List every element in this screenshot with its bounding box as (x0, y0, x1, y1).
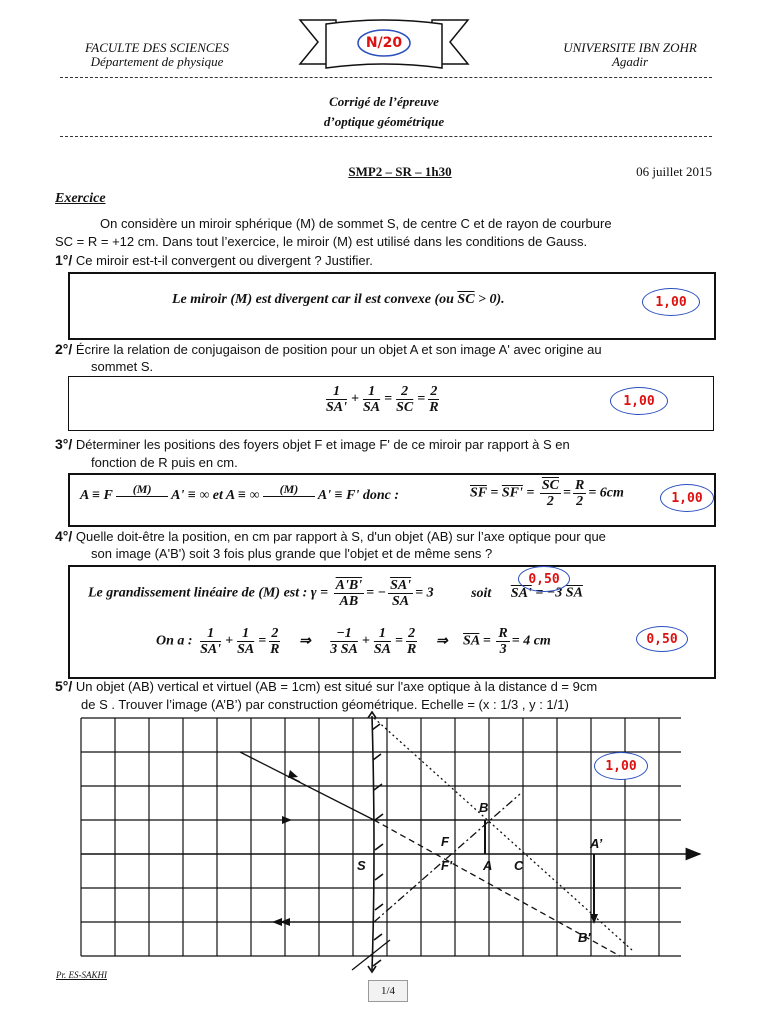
grade-label: N/20 (365, 35, 403, 51)
score-q3: 1,00 (660, 484, 714, 512)
title-line-2: d’optique géométrique (323, 114, 445, 129)
answer-4-line-2: On a : $\frac{1}{SA'}$ + $\frac{1}{SA}$ = $\frac{2}{R}$ ⇒ $\frac{-1}{3 SA}$ + $\frac{1}{SA}$ = $\frac{2}{R}$ ⇒ $\overline{SA}$ = $\frac{R}{3}$ = 4 cm (156, 626, 551, 657)
question-5-cont: de S . Trouver l’image (A’B’) par construction géométrique. Echelle = (x : 1/3 , y : 1/1) (81, 697, 569, 712)
question-number: 4°/ (55, 528, 73, 544)
question-number: 1°/ (55, 252, 73, 268)
question-text: Quelle doit-être la position, en cm par rapport à S, d'un objet (AB) sur l’axe optique pour que (75, 529, 606, 544)
answer-1: Le miroir (M) est divergent car il est convexe (ou $\overline{SC} > 0$). (172, 292, 505, 307)
score-q4a: 0,50 (518, 566, 570, 592)
score-q1: 1,00 (642, 288, 700, 316)
question-number: 2°/ (55, 341, 73, 357)
intro-line-2: SC = R = +12 cm. Dans tout l’exercice, le miroir (M) est utilisé dans les conditions de Gauss. (55, 234, 588, 249)
answer-3-result: $\overline{SF} = SF'$ = $\frac{\overline{SC}}{2}$ = $\frac{R}{2}$ = 6cm (470, 478, 624, 509)
exam-date: 06 juillet 2015 (636, 164, 712, 179)
university-name: UNIVERSITE IBN ZOHR (563, 40, 697, 55)
convex-mirror (368, 712, 383, 972)
question-text: Ce miroir est-t-il convergent ou divergent ? Justifier. (75, 253, 373, 268)
page-number: 1/4 (368, 980, 408, 1002)
faculty-name: FACULTE DES SCIENCES (85, 40, 229, 55)
label-S: S (357, 858, 366, 873)
label-A: A (483, 858, 493, 873)
label-B-prime: B' (578, 930, 591, 945)
answer-4-line-1: Le grandissement linéaire de (M) est : γ = $\frac{A'B'}{AB}$ = − $\frac{SA'}{SA}$ = 3 soit SA' = −3 $\overline{SA}$ (88, 578, 583, 609)
label-A-prime: A’ (590, 836, 603, 851)
question-number: 3°/ (55, 436, 73, 452)
question-number: 5°/ (55, 678, 73, 694)
label-F-prime: F' (441, 858, 453, 873)
title-line-1: Corrigé de l’épreuve (329, 94, 439, 109)
intro-line-1: On considère un miroir sphérique (M) de sommet S, de centre C et de rayon de courbure (100, 216, 612, 231)
question-4-cont: son image (A'B') soit 3 fois plus grande que l'objet et de même sens ? (91, 546, 493, 561)
answer-3: A ≡ F (M) A' ≡ ∞ et A ≡ ∞ (M) A' ≡ F' donc : (80, 482, 400, 503)
author-signature: Pr. ES-SAKHI (56, 970, 107, 980)
score-q2: 1,00 (610, 387, 668, 415)
label-F: F (441, 834, 449, 849)
city-name: Agadir (611, 54, 649, 69)
score-q5: 1,00 (594, 752, 648, 780)
question-text: Un objet (AB) vertical et virtuel (AB = 1cm) est situé sur l'axe optique à la distance d = 9cm (75, 679, 598, 694)
course-label: SMP2 – SR – 1h30 (348, 164, 452, 179)
question-3-cont: fonction de R puis en cm. (91, 455, 238, 470)
score-q4b: 0,50 (636, 626, 688, 652)
label-B: B (479, 800, 489, 815)
department-name: Département de physique (90, 54, 224, 69)
label-C: C (514, 858, 524, 873)
answer-2: $\frac{1}{SA'}$ + $\frac{1}{SA}$ = $\frac{2}{SC}$ = $\frac{2}{R}$ (326, 384, 439, 415)
exercise-heading: Exercice (55, 191, 106, 206)
question-2-cont: sommet S. (91, 359, 154, 374)
question-text: Écrire la relation de conjugaison de position pour un objet A et son image A' avec origine au (75, 342, 602, 357)
rays (240, 718, 632, 970)
question-text: Déterminer les positions des foyers objet F et image F' de ce miroir par rapport à S en (75, 437, 570, 452)
